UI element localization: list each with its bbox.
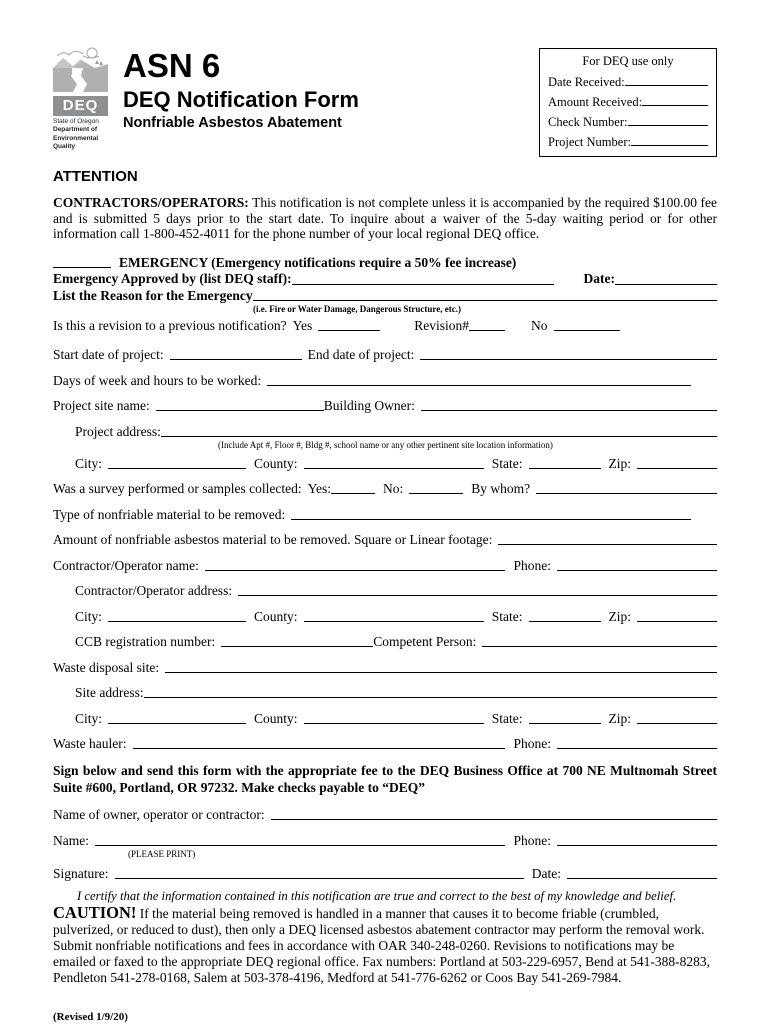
reason-line[interactable] (253, 295, 717, 301)
project-number-line[interactable] (631, 140, 708, 146)
contractor-name-row (53, 557, 717, 574)
logo-org-line1: State of Oregon (53, 118, 99, 125)
waste-site-line[interactable] (165, 667, 717, 673)
deq-logo (53, 46, 109, 162)
contractor-phone-line[interactable] (557, 565, 717, 571)
amount-received-label: Amount Received: (548, 95, 643, 109)
signature-line[interactable] (115, 873, 524, 879)
project-address-caption: (Include Apt #, Floor #, Bldg #, school name or any other pertinent site location information) (218, 439, 553, 450)
waste-site-label: Waste disposal site: (53, 659, 160, 675)
material-amount-line[interactable] (498, 539, 717, 545)
waste-address-label: Site address: (75, 685, 144, 700)
contractor-city-line[interactable] (108, 616, 246, 622)
project-address-line[interactable] (161, 431, 717, 437)
print-name-row (53, 832, 717, 849)
waste-hauler-row (53, 735, 717, 752)
survey-no-line[interactable] (409, 488, 463, 494)
revision-number-label: Revision# (414, 318, 469, 333)
hauler-phone-label: Phone: (513, 736, 551, 751)
reason-caption: (i.e. Fire or Water Damage, Dangerous Structure, etc.) (253, 304, 461, 314)
revision-question: Is this a revision to a previous notification? (53, 318, 287, 333)
revision-row (53, 317, 717, 334)
deq-logo-acronym: DEQ (53, 96, 108, 116)
form-name-title: DEQ Notification Form (123, 87, 359, 112)
waste-site-row (53, 659, 717, 676)
owner-name-label: Name of owner, operator or contractor: (53, 807, 265, 822)
emergency-title: EMERGENCY (Emergency notifications require a 50% fee increase) (119, 254, 517, 270)
days-hours-line[interactable] (267, 380, 691, 386)
deq-logo-org-text (53, 118, 109, 152)
caution-paragraph (53, 902, 717, 987)
contractor-address-line[interactable] (238, 590, 717, 596)
owner-name-line[interactable] (271, 814, 717, 820)
emergency-date-label: Date: (583, 271, 615, 286)
contractor-name-line[interactable] (205, 565, 506, 571)
check-number-label: Check Number: (548, 115, 628, 129)
contractor-phone-label: Phone: (513, 557, 551, 573)
project-dates-row (53, 346, 717, 363)
ccb-row (53, 633, 717, 650)
signature-date-line[interactable] (567, 873, 717, 879)
attention-heading: ATTENTION (53, 168, 138, 185)
attention-body: This notification is not complete unless it is accompanied by the required $100.00 fee and is submitted 5 days prior to the start date. To inquire about a waiver of the 5-day waiting period or for other information call 1-800-452-4011 for the phone number of your local regional DEQ office. (53, 195, 717, 241)
survey-no-label: No: (382, 481, 404, 496)
date-received-label: Date Received: (548, 75, 625, 89)
project-zip-line[interactable] (637, 463, 717, 469)
signature-label: Signature: (53, 865, 109, 881)
project-city-line[interactable] (108, 463, 246, 469)
waste-zip-line[interactable] (637, 718, 717, 724)
waste-state-line[interactable] (529, 718, 601, 724)
attention-paragraph (53, 195, 717, 242)
waste-county-line[interactable] (304, 718, 484, 724)
name-phone-label: Phone: (513, 832, 551, 848)
amount-received-line[interactable] (642, 100, 708, 106)
contractor-state-label: State: (491, 608, 523, 624)
waste-address-line[interactable] (144, 692, 717, 698)
end-date-label: End date of project: (307, 347, 415, 362)
contractor-city-label: City: (75, 608, 103, 624)
material-amount-row (53, 531, 717, 548)
contractor-state-line[interactable] (529, 616, 601, 622)
material-amount-label: Amount of nonfriable asbestos material to be removed. Square or Linear footage: (53, 532, 493, 547)
contractor-county-line[interactable] (304, 616, 484, 622)
deq-logo-art (53, 46, 108, 92)
approved-by-line[interactable] (292, 279, 554, 285)
project-city-row (53, 455, 717, 472)
end-date-line[interactable] (420, 354, 717, 360)
contractor-address-label: Contractor/Operator address: (75, 583, 233, 598)
contractor-zip-line[interactable] (637, 616, 717, 622)
please-print-caption: (PLEASE PRINT) (128, 848, 196, 859)
waste-state-label: State: (491, 710, 523, 726)
project-city-label: City: (75, 455, 103, 471)
project-county-label: County: (254, 455, 298, 471)
project-address-label: Project address: (75, 423, 161, 439)
contractor-city-row (53, 608, 717, 625)
emergency-approved-by-label: Emergency Approved by (list DEQ staff): (53, 271, 292, 286)
days-hours-label: Days of week and hours to be worked: (53, 372, 262, 388)
emergency-blank-line[interactable] (53, 262, 111, 268)
certify-statement: I certify that the information contained in this notification are true and correct to the best of my knowledge and belief. (77, 888, 677, 903)
material-type-label: Type of nonfriable material to be removed: (53, 506, 286, 522)
caution-lead: CAUTION! (53, 902, 137, 922)
signature-row (53, 865, 717, 882)
survey-question: Was a survey performed or samples collected: (53, 481, 302, 496)
logo-org-line4: Quality (53, 143, 76, 151)
site-name-line[interactable] (156, 405, 324, 411)
contractor-address-row (53, 582, 717, 599)
waste-city-row (53, 710, 717, 727)
project-zip-label: Zip: (608, 455, 631, 471)
site-name-label: Project site name: (53, 398, 150, 413)
print-name-line[interactable] (95, 840, 505, 846)
days-hours-row (53, 372, 717, 389)
approved-date-line[interactable] (615, 279, 717, 285)
survey-yes-label: Yes: (307, 481, 331, 496)
revision-no-line[interactable] (554, 325, 620, 331)
form-header (53, 46, 717, 162)
signature-date-label: Date: (531, 865, 561, 881)
material-type-row (53, 506, 717, 523)
project-address-row (53, 423, 717, 440)
revision-yes-label: Yes (292, 318, 313, 333)
waste-hauler-label: Waste hauler: (53, 736, 127, 751)
material-type-line[interactable] (291, 514, 691, 520)
contractor-name-label: Contractor/Operator name: (53, 557, 199, 573)
revision-no-label: No (531, 318, 548, 333)
owner-name-row (53, 806, 717, 823)
start-date-line[interactable] (170, 354, 302, 360)
date-received-line[interactable] (625, 80, 708, 86)
site-name-row (53, 397, 717, 414)
form-titles (123, 46, 359, 162)
emergency-reason-label: List the Reason for the Emergency (53, 287, 253, 303)
ccb-number-line[interactable] (221, 641, 373, 647)
logo-org-line2: Department of (53, 126, 98, 134)
caution-body: If the material being removed is handled in a manner that causes it to become friable (crumbled, pulverized, or reduced to dust), then only a DEQ licensed asbestos abatement contractor may perform the removal work. Submit nonfriable notifications and fees in accordance with OAR 340-248-0260. Revisions to notifications may be emailed or faxed to the appropriate DEQ regional office. Fax numbers: Portland at 503-229-6957, Bend at 541-388-8283, Pendleton 541-278-0168, Salem at 503-378-4196, Medford at 541-776-6262 or Coos Bay 541-269-7984. (53, 905, 710, 986)
start-date-label: Start date of project: (53, 347, 164, 362)
form-tagline: Nonfriable Asbestos Abatement (123, 115, 342, 131)
revision-number-line[interactable] (469, 325, 505, 331)
project-state-line[interactable] (529, 463, 601, 469)
project-county-line[interactable] (304, 463, 484, 469)
name-phone-line[interactable] (557, 840, 717, 846)
project-number-label: Project Number: (548, 135, 631, 149)
competent-person-label: Competent Person: (373, 634, 477, 649)
sign-instruction: Sign below and send this form with the appropriate fee to the DEQ Business Office at 700 NE Multnomah Street Suite #600, Portland, OR 97232. Make checks payable to “DEQ” (53, 763, 717, 795)
competent-person-line[interactable] (482, 641, 717, 647)
building-owner-label: Building Owner: (323, 398, 415, 413)
hauler-phone-line[interactable] (557, 743, 717, 749)
contractor-zip-label: Zip: (608, 608, 631, 624)
logo-org-line3: Environmental (53, 134, 99, 142)
attention-lead: CONTRACTORS/OPERATORS: (53, 195, 249, 210)
deq-use-only-title: For DEQ use only (582, 54, 674, 68)
survey-bywhom-line[interactable] (536, 488, 717, 494)
project-state-label: State: (491, 455, 523, 471)
building-owner-line[interactable] (421, 405, 717, 411)
waste-city-label: City: (75, 710, 103, 726)
contractor-county-label: County: (254, 608, 298, 624)
check-number-line[interactable] (628, 120, 709, 126)
deq-use-only-box (539, 48, 717, 157)
survey-yes-line[interactable] (331, 488, 375, 494)
waste-zip-label: Zip: (608, 710, 631, 726)
survey-row (53, 480, 717, 497)
waste-address-row (53, 684, 717, 701)
waste-county-label: County: (254, 710, 298, 726)
form-number-title: ASN 6 (123, 47, 221, 84)
revision-yes-line[interactable] (318, 325, 380, 331)
emergency-section (53, 255, 717, 316)
ccb-number-label: CCB registration number: (75, 634, 216, 649)
waste-city-line[interactable] (108, 718, 246, 724)
print-name-label: Name: (53, 832, 89, 848)
revision-footer: (Revised 1/9/20) (53, 1010, 128, 1023)
waste-hauler-line[interactable] (133, 743, 506, 749)
survey-bywhom-label: By whom? (471, 481, 531, 496)
